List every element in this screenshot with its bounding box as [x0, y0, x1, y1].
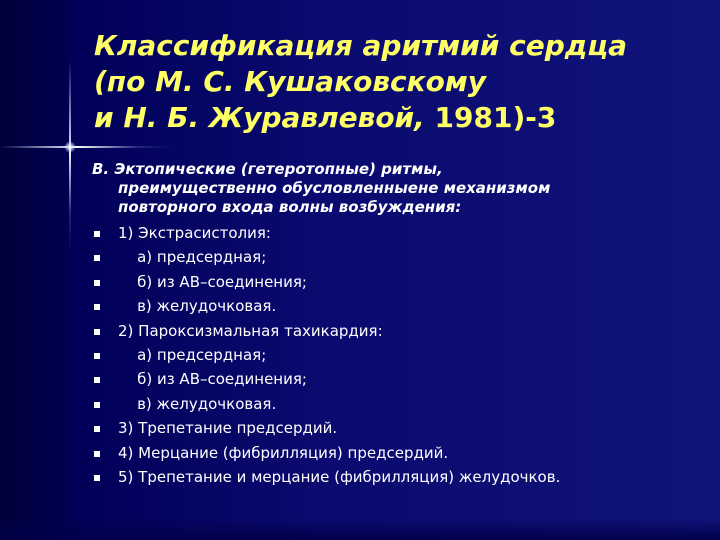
subheading-line-3: повторного входа волны возбуждения: — [118, 198, 462, 216]
list-item-text: 1) Экстрасистолия: — [118, 224, 271, 242]
list-item — [92, 343, 702, 367]
sparkle-star-icon — [64, 141, 76, 153]
bottom-decorative-band — [0, 518, 720, 540]
list-item-text: в) желудочковая. — [118, 297, 277, 316]
slide-title — [94, 28, 704, 136]
title-line-3: и Н. Б. Журавлевой, — [94, 101, 425, 134]
list-item — [92, 416, 702, 440]
title-year: 1981)-3 — [424, 101, 557, 134]
square-bullet-icon — [94, 280, 100, 286]
square-bullet-icon — [94, 475, 100, 481]
list-item-text: 2) Пароксизмальная тахикардия: — [118, 321, 383, 340]
list-item — [92, 221, 702, 245]
list-item-text: 4) Мерцание (фибрилляция) предсердий. — [118, 443, 449, 462]
list-item-text: в) желудочковая. — [118, 394, 277, 413]
title-line-2: (по М. С. Кушаковскому — [94, 65, 487, 98]
arrhythmia-list — [92, 221, 702, 489]
subheading-line-2: преимущественно обусловленныене механизмом — [118, 179, 551, 197]
square-bullet-icon — [94, 304, 100, 310]
square-bullet-icon — [94, 426, 100, 432]
square-bullet-icon — [94, 353, 100, 359]
square-bullet-icon — [94, 377, 100, 383]
left-decorative-band — [0, 0, 68, 540]
slide-content — [92, 160, 702, 489]
list-item-text: 3) Трепетание предсердий. — [118, 419, 338, 438]
list-item — [92, 392, 702, 416]
square-bullet-icon — [94, 329, 100, 335]
list-item — [92, 245, 702, 269]
list-item-text: а) предсердная; — [118, 248, 267, 267]
square-bullet-icon — [94, 402, 100, 408]
title-line-1: Классификация аритмий сердца — [94, 29, 628, 62]
list-item — [92, 465, 702, 489]
list-item-text: 5) Трепетание и мерцание (фибрилляция) желудочков. — [118, 468, 561, 487]
square-bullet-icon — [94, 231, 100, 237]
square-bullet-icon — [94, 255, 100, 261]
list-item-text: б) из АВ–соединения; — [118, 272, 307, 291]
list-item — [92, 319, 702, 343]
list-item — [92, 441, 702, 465]
square-bullet-icon — [94, 451, 100, 457]
list-item-text: а) предсердная; — [118, 346, 267, 365]
list-item-text: б) из АВ–соединения; — [118, 370, 307, 389]
list-item — [92, 294, 702, 318]
subheading-line-1: В. Эктопические (гетеротопные) ритмы, — [92, 160, 443, 178]
sparkle-horizontal-ray — [0, 146, 170, 148]
list-item — [92, 367, 702, 391]
sparkle-vertical-ray — [69, 60, 71, 250]
list-item — [92, 270, 702, 294]
section-subheading — [92, 160, 702, 217]
